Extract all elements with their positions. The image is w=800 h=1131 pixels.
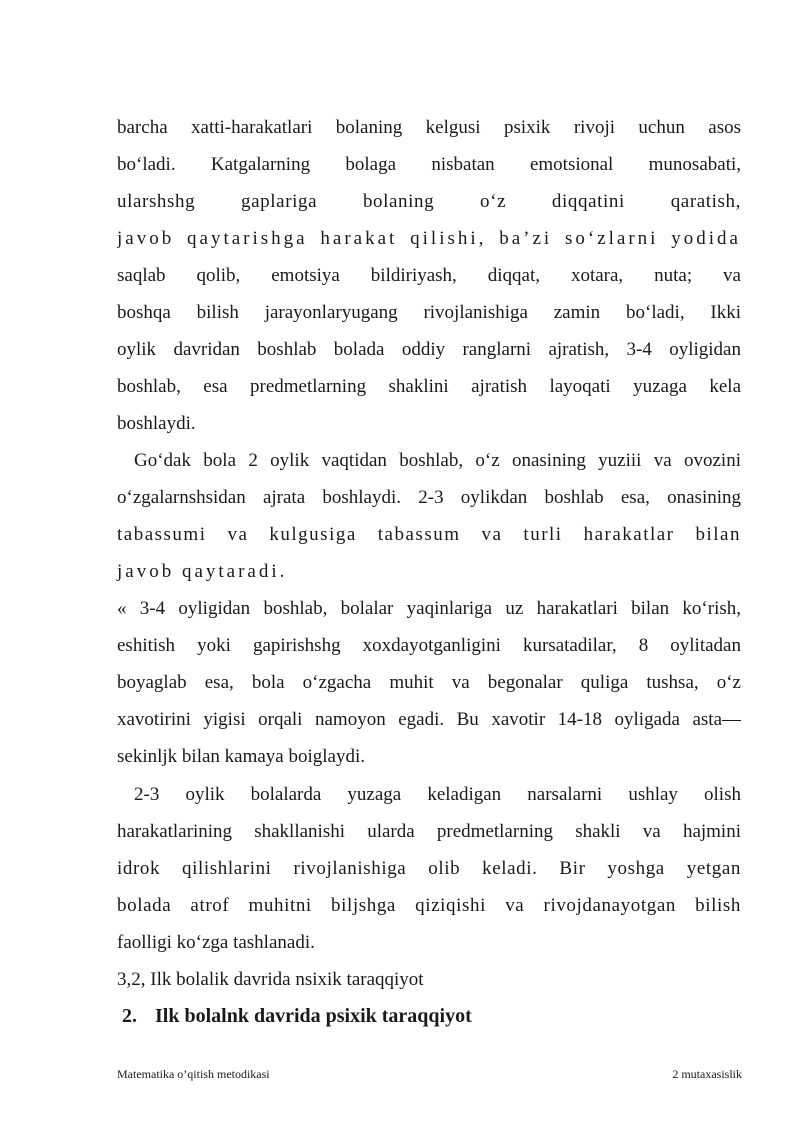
text-line: boshlaydi. [117, 413, 196, 434]
text-line: saqlab qolib, emotsiya bildiriyash, diqqat, xotara, nuta; va [117, 265, 741, 286]
text-line: boshqa bilish jarayonlaryugang rivojlanishiga zamin bo‘ladi, Ikki [117, 302, 741, 323]
text-line: xavotirini yigisi orqali namoyon egadi. Bu xavotir 14-18 oyligada asta— [117, 709, 741, 730]
paragraph-first-line: Go‘dak bola 2 oylik vaqtidan boshlab, o‘z onasining yuziii va ovozini [134, 450, 741, 471]
heading-number: 2. [122, 1005, 137, 1027]
text-line: boyaglab esa, bola o‘zgacha muhit va begonalar quliga tushsa, o‘z [117, 672, 741, 693]
text-line: javob qaytarishga harakat qilishi, ba’zi so‘zlarni yodida [117, 228, 741, 249]
text-line: harakatlarining shakllanishi ularda predmetlarning shakli va hajmini [117, 821, 741, 842]
text-line: bo‘ladi. Katgalarning bolaga nisbatan emotsional munosabati, [117, 154, 741, 175]
text-line: bolada atrof muhitni biljshga qiziqishi va rivojdanayotgan bilish [117, 895, 741, 916]
section-heading [122, 1005, 472, 1028]
text-line: faolligi ko‘zga tashlanadi. [117, 932, 315, 953]
text-line: 3,2, Ilk bolalik davrida nsixik taraqqiyot [117, 969, 424, 990]
footer-right: 2 mutaxasislik [672, 1067, 742, 1081]
text-line: eshitish yoki gapirishshg xoxdayotganligini kursatadilar, 8 oylitadan [117, 635, 741, 656]
text-line: oylik davridan boshlab bolada oddiy ranglarni ajratish, 3-4 oyligidan [117, 339, 741, 360]
text-line: ularshshg gaplariga bolaning o‘z diqqatini qaratish, [117, 191, 741, 212]
text-line: sekinljk bilan kamaya boiglaydi. [117, 746, 366, 767]
footer-left: Matematika o’qitish metodikasi [117, 1067, 270, 1081]
text-line: barcha xatti-harakatlari bolaning kelgusi psixik rivoji uchun asos [117, 117, 741, 138]
text-line: « 3-4 oyligidan boshlab, bolalar yaqinlariga uz harakatlari bilan ko‘rish, [117, 598, 741, 619]
paragraph-first-line: 2-3 oylik bolalarda yuzaga keladigan narsalarni ushlay olish [134, 784, 741, 805]
text-line: tabassumi va kulgusiga tabassum va turli harakatlar bilan [117, 524, 741, 545]
text-line: javob qaytaradi. [117, 561, 288, 582]
text-line: boshlab, esa predmetlarning shaklini ajratish layoqati yuzaga kela [117, 376, 741, 397]
text-line: o‘zgalarnshsidan ajrata boshlaydi. 2-3 oylikdan boshlab esa, onasining [117, 487, 741, 508]
text-line: idrok qilishlarini rivojlanishiga olib keladi. Bir yoshga yetgan [117, 858, 741, 879]
heading-text: Ilk bolalnk davrida psixik taraqqiyot [155, 1005, 472, 1027]
